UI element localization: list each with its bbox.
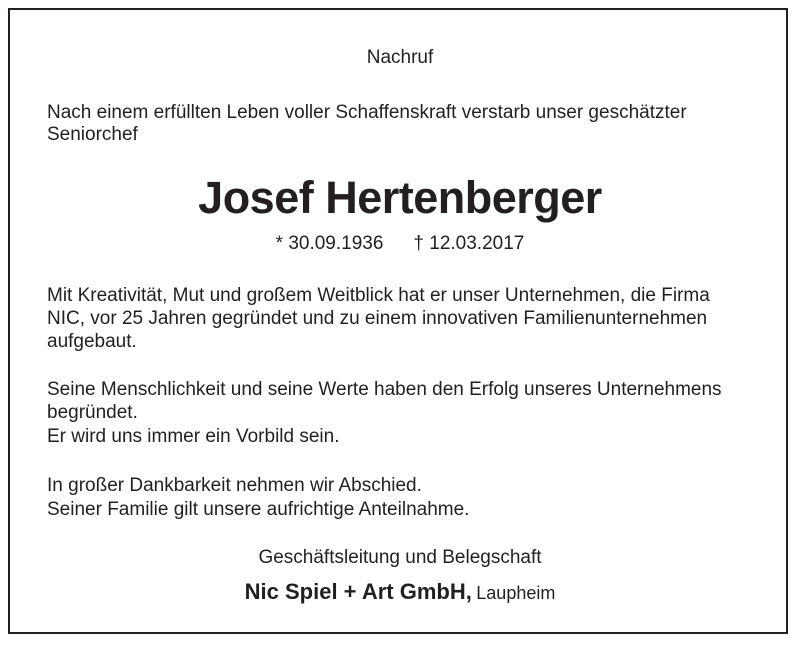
heading: Nachruf	[366, 47, 434, 68]
paragraph2-line-2: begründet.	[47, 402, 138, 423]
birth-date: * 30.09.1936	[275, 233, 384, 254]
paragraph1-line-3: aufgebaut.	[47, 331, 137, 352]
paragraph1-line-2: NIC, vor 25 Jahren gegründet und zu einem innovativen Familienunternehmen	[47, 308, 708, 329]
paragraph2-line-1: Seine Menschlichkeit und seine Werte haben den Erfolg unseres Unternehmens	[47, 379, 722, 400]
company-name: Nic Spiel + Art GmbH,	[244, 579, 472, 604]
death-date: † 12.03.2017	[413, 233, 525, 254]
paragraph3-line-1: In großer Dankbarkeit nehmen wir Abschied.	[47, 475, 422, 496]
deceased-name: Josef Hertenberger	[198, 172, 602, 223]
paragraph1-line-1: Mit Kreativität, Mut und großem Weitblick hat er unser Unternehmen, die Firma	[47, 285, 710, 306]
paragraph2-line-3: Er wird uns immer ein Vorbild sein.	[47, 426, 340, 447]
intro-line-2: Seniorchef	[47, 124, 138, 145]
signature-group: Geschäftsleitung und Belegschaft	[258, 547, 542, 568]
life-dates	[0, 232, 800, 256]
company-location: Laupheim	[476, 583, 556, 603]
paragraph3-line-2: Seiner Familie gilt unsere aufrichtige Anteilnahme.	[47, 499, 470, 520]
signature-company-line	[0, 577, 800, 610]
intro-line-1: Nach einem erfüllten Leben voller Schaffenskraft verstarb unser geschätzter	[47, 102, 687, 123]
